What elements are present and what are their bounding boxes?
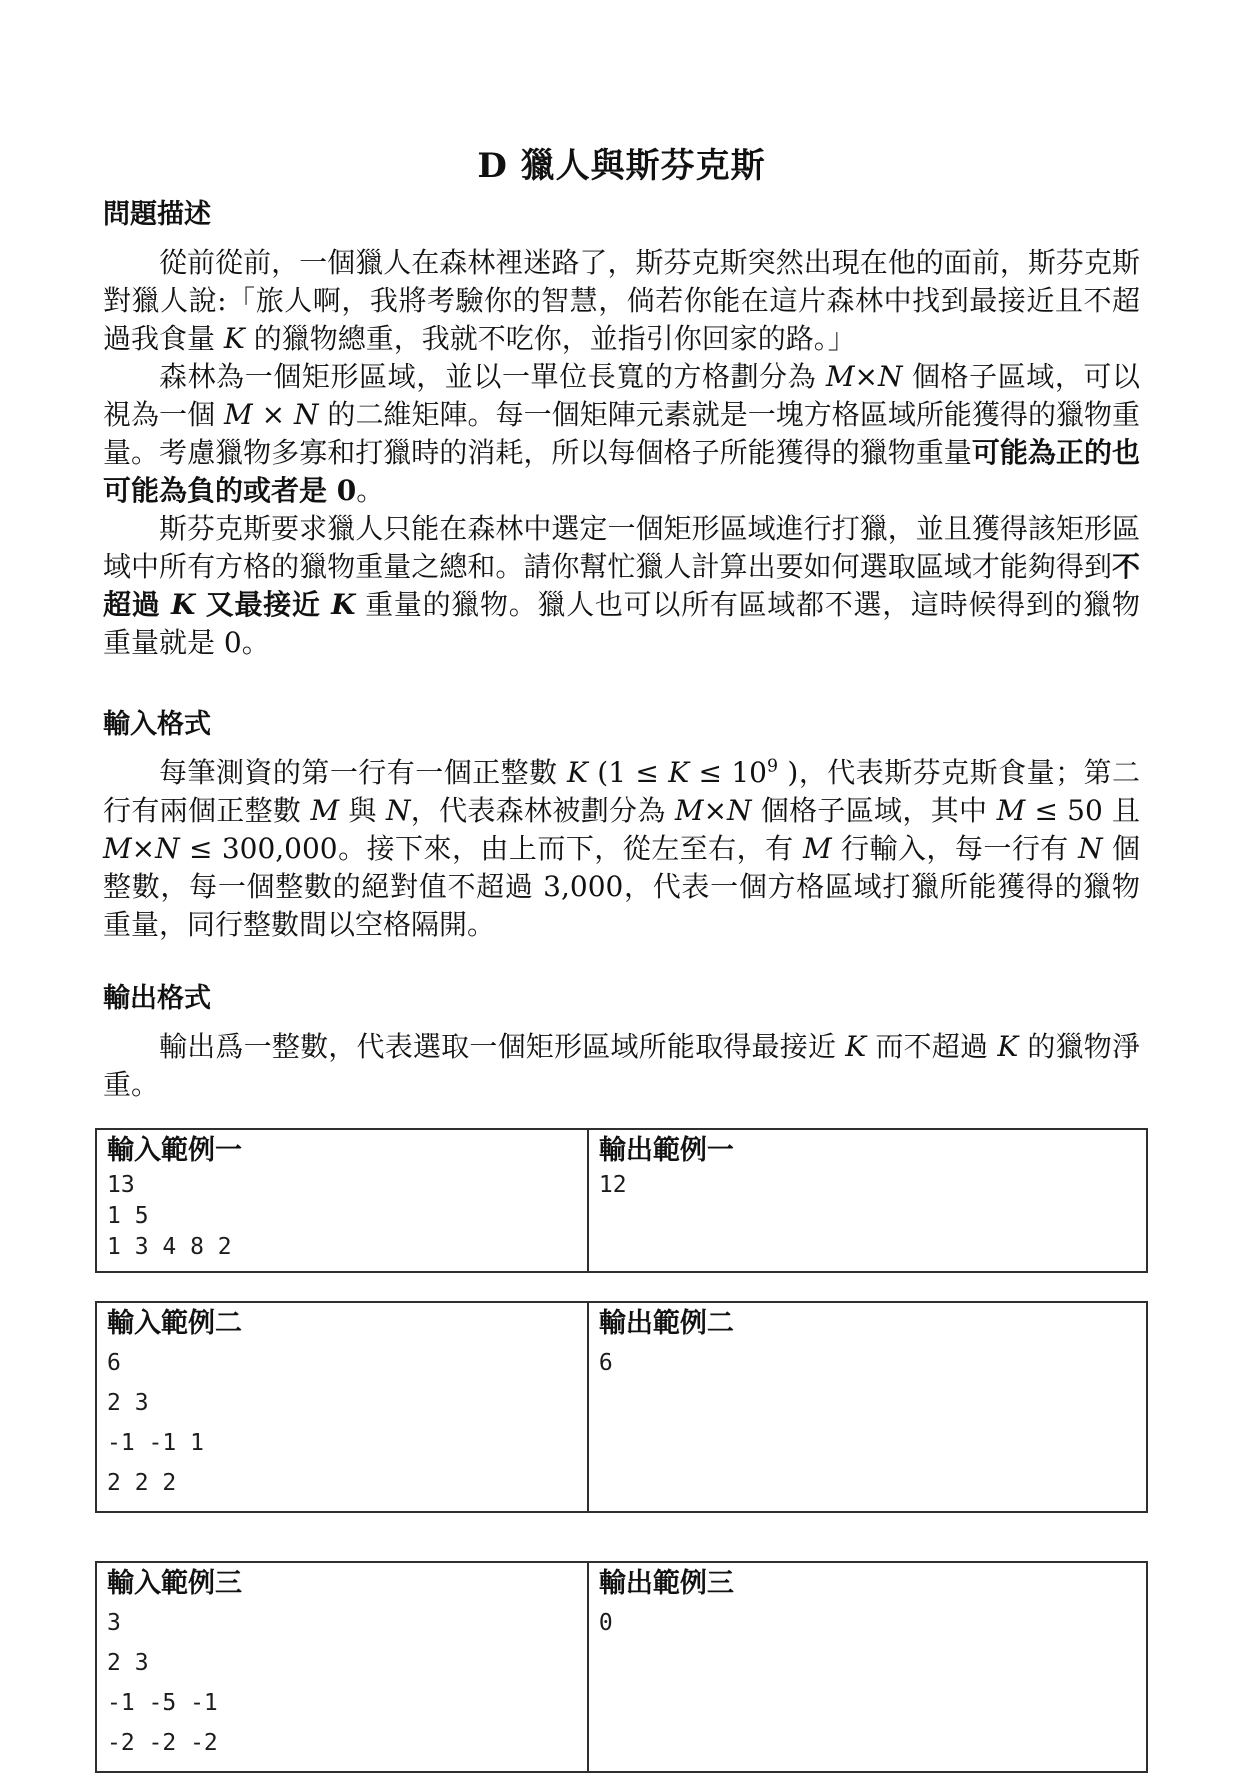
sample-3-input-lines: [107, 1603, 577, 1763]
problem-paragraph-1: 從前從前，一個獵人在森林裡迷路了，斯芬克斯突然出現在他的面前，斯芬克斯對獵人說:「旅人啊，我將考驗你的智慧，倘若你能在這片森林中找到最接近且不超過我食量 K 的獵物總重，我就不吃你，並指引你回家的路。」: [103, 246, 1140, 355]
sample-2-input-label: 輸入範例二: [107, 1308, 242, 1339]
sample-3-output-lines: [599, 1603, 1136, 1643]
sample-2-input-lines: [107, 1343, 577, 1503]
problem-paragraph-2: 森林為一個矩形區域，並以一單位長寬的方格劃分為 M×N 個格子區域，可以視為一個 M × N 的二維矩陣。每一個矩陣元素就是一塊方格區域所能獲得的獵物重量。考慮獵物多寡和打獵時的消耗，所以每個格子所能獲得的獵物重量可能為正的也可能為負的或者是 0。: [103, 360, 1141, 507]
sample-2-output-label: 輸出範例二: [598, 1308, 734, 1339]
table-row: [96, 1129, 1147, 1272]
code-line: 6: [107, 1350, 121, 1376]
output-format-paragraph: 輸出爲一整數，代表選取一個矩形區域所能取得最接近 K 而不超過 K 的獵物淨重。: [103, 1030, 1140, 1101]
sample-1-output-cell: [588, 1129, 1147, 1272]
code-line: 12: [598, 1172, 627, 1198]
input-format-heading: 輸入格式: [103, 709, 211, 740]
code-line: -2 -2 -2: [107, 1730, 218, 1756]
sample-3-output-cell: [588, 1562, 1147, 1772]
code-line: -1 -5 -1: [107, 1690, 218, 1716]
sample-table-3: [95, 1561, 1148, 1773]
code-line: 1 3 4 8 2: [107, 1234, 232, 1260]
code-line: 0: [598, 1610, 613, 1636]
code-line: 6: [598, 1350, 613, 1376]
problem-description-heading: 問題描述: [103, 199, 211, 230]
sample-3-output-label: 輸出範例三: [598, 1568, 734, 1599]
table-row: [96, 1562, 1147, 1772]
sample-1-input-lines: [107, 1170, 577, 1263]
sample-2-output-cell: [588, 1302, 1147, 1512]
code-line: -1 -1 1: [107, 1430, 204, 1456]
sample-table-2: [95, 1301, 1148, 1513]
code-line: 2 2 2: [107, 1470, 177, 1496]
section-problem-description: [103, 198, 1140, 662]
sample-table-1: [95, 1128, 1148, 1273]
code-line: 2 3: [107, 1650, 149, 1676]
problem-paragraph-3: 斯芬克斯要求獵人只能在森林中選定一個矩形區域進行打獵，並且獲得該矩形區域中所有方格的獵物重量之總和。請你幫忙獵人計算出要如何選取區域才能夠得到不超過 K 又最接近 K 重量的獵物。獵人也可以所有區域都不選，這時候得到的獵物重量就是 0。: [103, 512, 1141, 659]
sample-2-input-cell: [96, 1302, 588, 1512]
code-line: 2 3: [107, 1390, 149, 1416]
sample-1-input-cell: [96, 1129, 588, 1272]
sample-1-output-lines: [599, 1170, 1136, 1201]
page-title: D 獵人與斯芬克斯: [477, 146, 766, 186]
sample-3-input-label: 輸入範例三: [107, 1568, 242, 1599]
input-format-paragraph: 每筆測資的第一行有一個正整數 K ($1 \le K \le 10^9$ )，代表斯芬克斯食量；第二行有兩個正整數 M 與 N，代表森林被劃分為 M×N 個格子區域，其中 M ≤ 50 且 M×N ≤ 300,000。接下來，由上而下，從左至右，有 M 行輸入，每一行有 N 個整數，每一個整數的絕對值不超過 3,000，代表一個方格區域打獵所能獲得的獵物重量，同行整數間以空格隔開。: [103, 756, 1141, 941]
sample-1-output-label: 輸出範例一: [598, 1135, 734, 1166]
sample-3-input-cell: [96, 1562, 588, 1772]
code-line: 1 5: [107, 1203, 149, 1229]
section-output-format: [103, 982, 1140, 1104]
sample-1-input-label: 輸入範例一: [107, 1135, 242, 1166]
table-row: [96, 1302, 1147, 1512]
sample-2-output-lines: [599, 1343, 1136, 1383]
output-format-heading: 輸出格式: [103, 983, 211, 1014]
section-input-format: [103, 708, 1140, 944]
code-line: 3: [107, 1610, 121, 1636]
code-line: 13: [107, 1172, 135, 1198]
